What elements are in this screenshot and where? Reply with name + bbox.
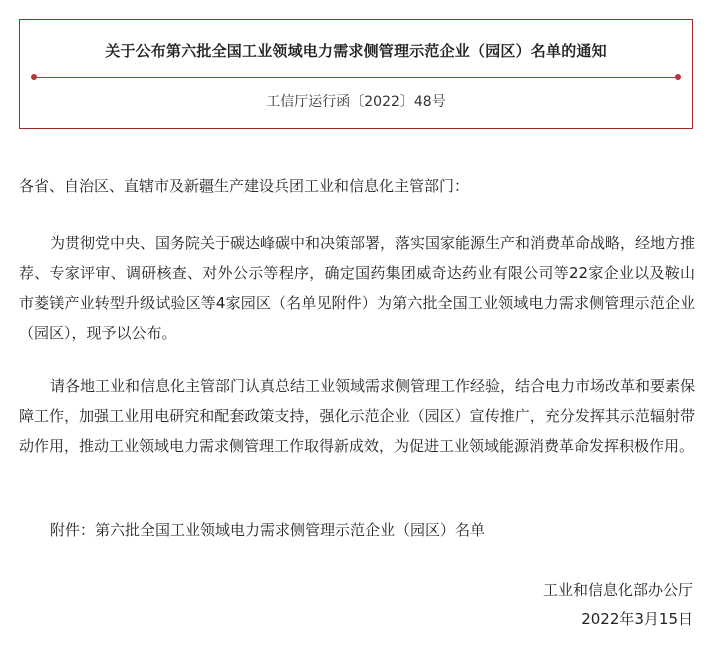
document-header — [19, 19, 693, 129]
title-divider — [34, 77, 678, 78]
document-number: 工信厅运行函〔2022〕48号 — [266, 94, 446, 110]
attachment-note: 附件：第六批全国工业领域电力需求侧管理示范企业（园区）名单 — [50, 521, 486, 539]
salutation: 各省、自治区、直辖市及新疆生产建设兵团工业和信息化主管部门： — [19, 177, 470, 195]
body-paragraph-1: 为贯彻党中央、国务院关于碳达峰碳中和决策部署，落实国家能源生产和消费革命战略，经地方推荐、专家评审、调研核查、对外公示等程序，确定国药集团威奇达药业有限公司等22家企业以及鞍山市菱镁产业转型升级试验区等4家园区（名单见附件）为第六批全国工业领域电力需求侧管理示范企业（园区），现予以公布。 — [19, 234, 696, 342]
divider-dot-right — [675, 74, 681, 80]
document-title: 关于公布第六批全国工业领域电力需求侧管理示范企业（园区）名单的通知 — [105, 42, 607, 60]
body-paragraph-2: 请各地工业和信息化主管部门认真总结工业领域需求侧管理工作经验，结合电力市场改革和要素保障工作，加强工业用电研究和配套政策支持，强化示范企业（园区）宣传推广，充分发挥其示范辐射带动作用，推动工业领域电力需求侧管理工作取得新成效，为促进工业领域能源消费革命发挥积极作用。 — [19, 377, 696, 455]
signature-organization: 工业和信息化部办公厅 — [542, 581, 693, 599]
signature-date: 2022年3月15日 — [581, 610, 693, 628]
divider-dot-left — [31, 74, 37, 80]
